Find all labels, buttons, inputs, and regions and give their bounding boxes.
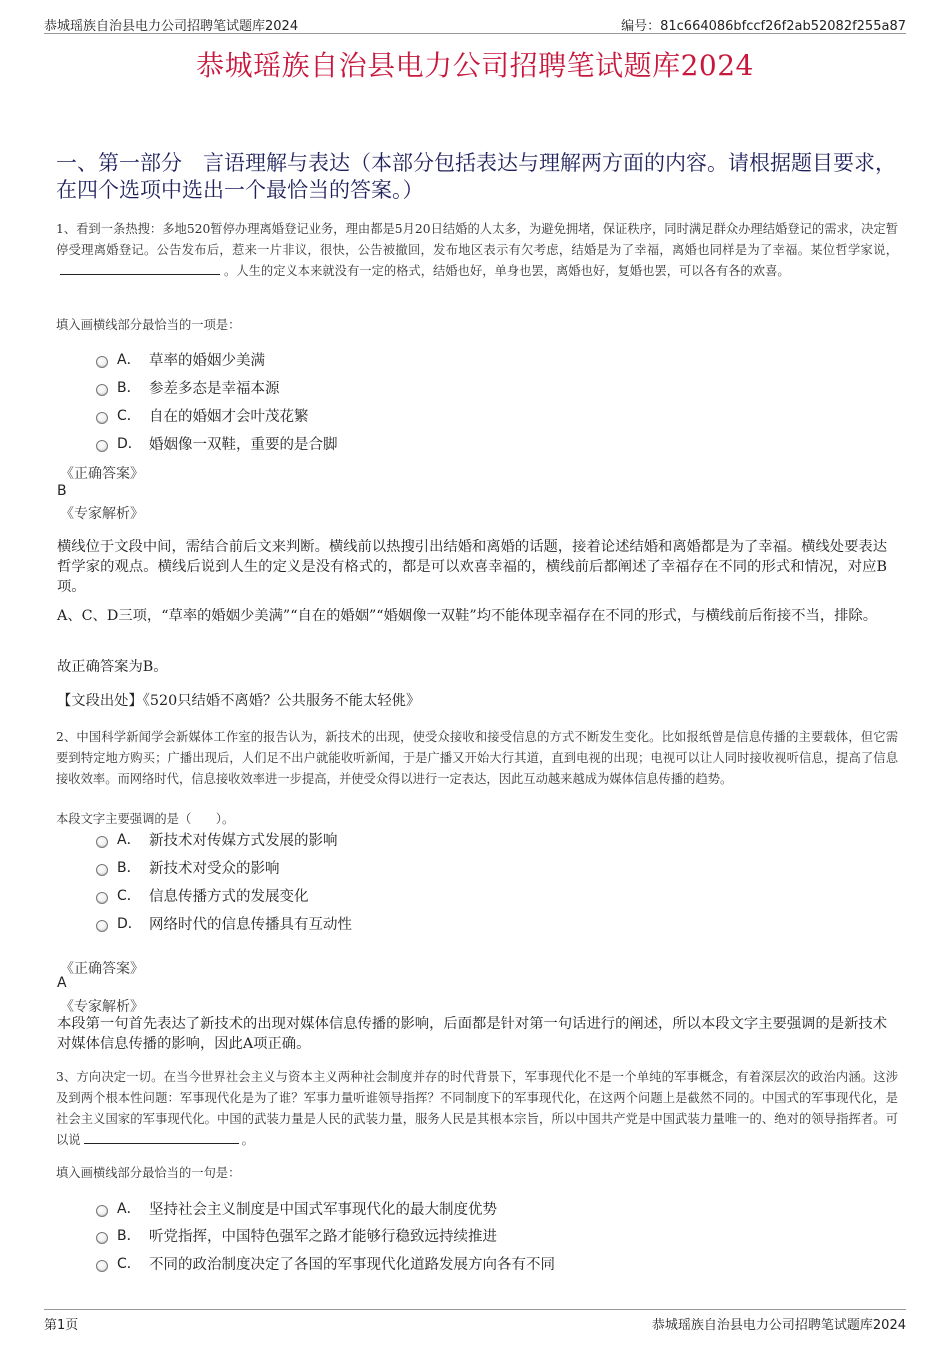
radio-icon[interactable] <box>96 412 108 424</box>
question-1-stem <box>56 219 898 282</box>
radio-icon[interactable] <box>96 1232 108 1244</box>
analysis-label: 《专家解析》 <box>60 506 144 522</box>
analysis-paragraph: 故正确答案为B。 <box>57 659 168 675</box>
question-3-stem <box>56 1067 898 1151</box>
page-title: 恭城瑶族自治县电力公司招聘笔试题库2024 <box>196 49 754 82</box>
question-1-option-c[interactable]: C． 自在的婚姻才会叶茂花繁 <box>96 403 309 427</box>
question-2-option-a[interactable]: A． 新技术对传媒方式发展的影响 <box>96 827 338 851</box>
question-1-prompt: 填入画横线部分最恰当的一项是： <box>56 318 241 332</box>
radio-icon[interactable] <box>96 920 108 932</box>
answer-value: A <box>57 975 67 991</box>
analysis-paragraph: 横线位于文段中间，需结合前后文来判断。横线前以热搜引出结婚和离婚的话题，接着论述结婚和离婚都是为了幸福。横线处要表达哲学家的观点。横线后说到人生的定义是没有格式的，都是可以欢喜幸福的，横线前后都阐述了幸福存在不同的形式和情况，对应B项。 <box>57 539 887 595</box>
question-2-stem: 2、中国科学新闻学会新媒体工作室的报告认为，新技术的出现，使受众接收和接受信息的方式不断发生变化。比如报纸曾是信息传播的主要载体，但它需要到特定地方购买；广播出现后，人们足不出户就能收听新闻，于是广播又开始大行其道，直到电视的出现；电视可以让人同时接收视听信息，提高了信息接收效率。而网络时代，信息接收效率进一步提高，并使受众得以进行一定表达，因此互动越来越成为媒体信息传播的趋势。 <box>56 730 898 786</box>
source-citation: 【文段出处】《520只结婚不离婚？公共服务不能太轻佻》 <box>57 693 421 709</box>
question-1-option-b[interactable]: B． 参差多态是幸福本源 <box>96 375 280 399</box>
radio-icon[interactable] <box>96 356 108 368</box>
fill-blank <box>60 262 220 275</box>
question-3-option-b[interactable]: B． 听党指挥，中国特色强军之路才能够行稳致远持续推进 <box>96 1223 497 1247</box>
question-3-option-a[interactable]: A． 坚持社会主义制度是中国式军事现代化的最大制度优势 <box>96 1196 497 1220</box>
radio-icon[interactable] <box>96 440 108 452</box>
question-2-option-c[interactable]: C． 信息传播方式的发展变化 <box>96 883 309 907</box>
answer-value: B <box>57 483 67 499</box>
radio-icon[interactable] <box>96 836 108 848</box>
analysis-paragraph: 本段第一句首先表达了新技术的出现对媒体信息传播的影响，后面都是针对第一句话进行的阐述，所以本段文字主要强调的是新技术对媒体信息传播的影响，因此A项正确。 <box>57 1016 887 1052</box>
radio-icon[interactable] <box>96 1260 108 1272</box>
analysis-label: 《专家解析》 <box>60 999 144 1015</box>
section-heading: 一、第一部分 言语理解与表达（本部分包括表达与理解两方面的内容。请根据题目要求，在四个选项中选出一个最恰当的答案。） <box>56 151 896 202</box>
fill-blank <box>84 1131 239 1144</box>
question-3-option-c[interactable]: C． 不同的政治制度决定了各国的军事现代化道路发展方向各有不同 <box>96 1251 555 1275</box>
answer-label: 《正确答案》 <box>60 961 144 977</box>
question-2-option-b[interactable]: B． 新技术对受众的影响 <box>96 855 280 879</box>
question-1-stem-before: 1、看到一条热搜：多地520暂停办理离婚登记业务，理由都是5月20日结婚的人太多，为避免拥堵，保证秩序，同时满足群众办理结婚登记的需求，决定暂停受理离婚登记。公告发布后，惹来一片非议，很快，公告被撤回，发布地区表示有欠考虑，结婚是为了幸福，离婚也同样是为了幸福。某位哲学家说， <box>56 222 898 257</box>
question-1-stem-after: 。人生的定义本来就没有一定的格式，结婚也好，单身也罢，离婚也好，复婚也罢，可以各有各的欢喜。 <box>224 264 790 278</box>
question-3-stem-after: 。 <box>241 1133 254 1147</box>
question-1-option-d[interactable]: D． 婚姻像一双鞋，重要的是合脚 <box>96 431 338 455</box>
radio-icon[interactable] <box>96 892 108 904</box>
question-3-stem-before: 3、方向决定一切。在当今世界社会主义与资本主义两种社会制度并存的时代背景下，军事现代化不是一个单纯的军事概念，有着深层次的政治内涵。这涉及到两个根本性问题：军事现代化是为了谁？军事力量听谁领导指挥？不同制度下的军事现代化，在这两个问题上是截然不同的。中国式的军事现代化，是社会主义国家的军事现代化。中国的武装力量是人民的武装力量，服务人民是其根本宗旨，所以中国共产党是中国武装力量唯一的、绝对的领导指挥者。可以说 <box>56 1070 898 1147</box>
header-doc-id: 编号：81c664086bfccf26f2ab52082f255a87 <box>621 19 906 34</box>
question-2-option-d[interactable]: D． 网络时代的信息传播具有互动性 <box>96 911 352 935</box>
question-2-prompt: 本段文字主要强调的是（ ）。 <box>56 812 235 826</box>
radio-icon[interactable] <box>96 864 108 876</box>
header-divider <box>44 33 906 34</box>
page-number: 第1页 <box>44 1318 79 1333</box>
question-3-prompt: 填入画横线部分最恰当的一句是： <box>56 1166 241 1180</box>
header-doc-title: 恭城瑶族自治县电力公司招聘笔试题库2024 <box>44 19 299 34</box>
analysis-paragraph: A、C、D三项，“草率的婚姻少美满”“自在的婚姻”“婚姻像一双鞋”均不能体现幸福存在不同的形式，与横线前后衔接不当，排除。 <box>57 608 878 624</box>
footer-divider <box>44 1309 906 1310</box>
radio-icon[interactable] <box>96 384 108 396</box>
answer-label: 《正确答案》 <box>60 466 144 482</box>
radio-icon[interactable] <box>96 1205 108 1217</box>
footer-doc-title: 恭城瑶族自治县电力公司招聘笔试题库2024 <box>651 1318 906 1333</box>
question-1-option-a[interactable]: A． 草率的婚姻少美满 <box>96 347 265 371</box>
